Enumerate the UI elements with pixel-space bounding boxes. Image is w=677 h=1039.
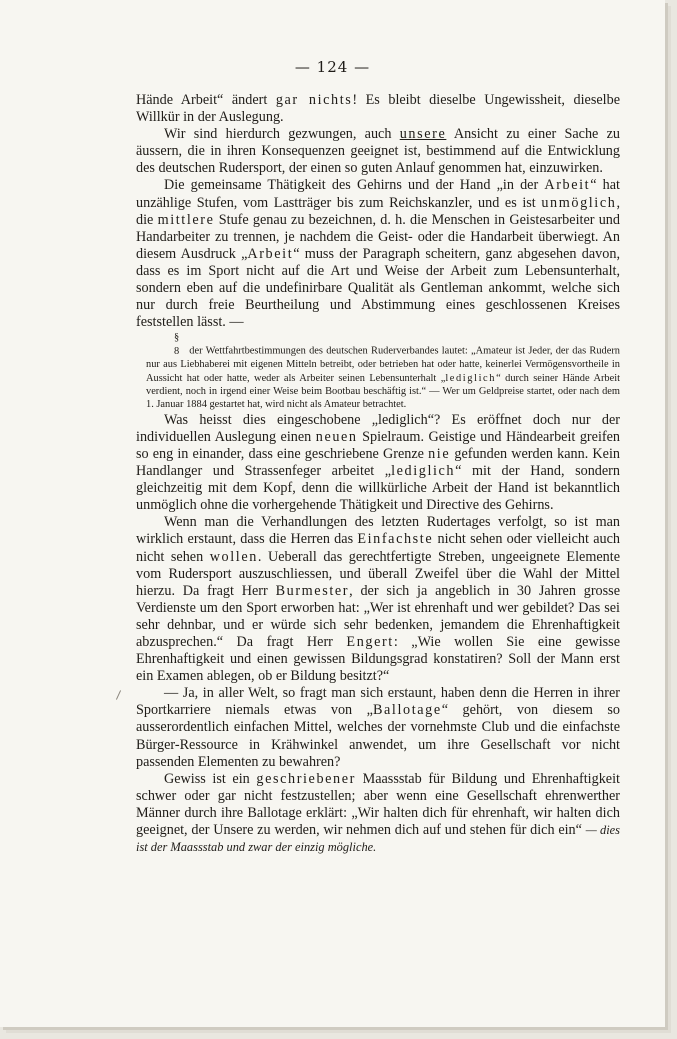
spaced-emphasis: lediglich bbox=[445, 372, 497, 384]
section-mark: § 8 bbox=[174, 332, 180, 357]
spaced-emphasis: gar nichts bbox=[275, 92, 353, 108]
text-run: “ muss der Paragraph scheitern, ganz abgesehen davon, dass es im Sport nicht auf die Art und Weise der Arbeit zum Lebensunterhalt, sondern eben auf die undefinirbare Qualität als Gentleman ankommt, welche sich nur durch freie Beurtheilung und Abstimmung eines geschlossenen Kreises feststellen lässt. — bbox=[136, 245, 620, 331]
spaced-emphasis: geschriebener bbox=[256, 770, 356, 787]
text-run: Wenn man die Verhandlungen des letzten Rudertages verfolgt, so ist man wirklich erstaunt, dass die Herren das bbox=[136, 514, 620, 548]
body-paragraph bbox=[136, 126, 620, 177]
text-run: nicht sehen oder vielleicht auch nicht sehen bbox=[136, 531, 620, 565]
text-run: “ durch seiner Hände Arbeit verdient, noch in irgend einer Weise beim Bootbau beschäftig ist.“ — Wer um Geldpreise startet, oder nach dem 1. Januar 1884 gestartet hat, wird nicht als Amateur betrachtet. bbox=[146, 372, 620, 411]
spaced-emphasis: Ballotage bbox=[372, 702, 442, 719]
spaced-emphasis: Einfachste bbox=[357, 531, 434, 548]
spaced-emphasis: nie bbox=[428, 445, 451, 462]
text-run: “ gehört, von diesem so ausserordentlich einfachen Mittel, welches der vornehmste Club und die einfachste Bürger-Ressource in Krähwinkel anwendet, um ihre Gesellschaft vor nicht passenden Elementen zu bewahren? bbox=[136, 702, 620, 770]
spaced-emphasis: unsere bbox=[399, 126, 447, 143]
text-run: Stufe genau zu bezeichnen, d. h. die Menschen in Geistesarbeiter und Handarbeiter zu trennen, je nachdem die Geist- oder die Handarbeit überwiegt. An diesem Ausdruck „ bbox=[136, 211, 620, 262]
text-run: Hände Arbeit“ ändert bbox=[136, 92, 276, 108]
spaced-emphasis: wollen bbox=[209, 548, 258, 565]
text-run: Ansicht zu einer Sache zu äussern, die in ihren Konsequenzen geeignet ist, bestimmend auf die Entwicklung des deutschen Rudersport, der einen so guten Anlauf genommen hat, einzuwirken. bbox=[136, 126, 620, 177]
spaced-emphasis: mittlere bbox=[157, 211, 215, 228]
text-run: der Wettfahrtbestimmungen des deutschen Ruderverbandes lautet: „Amateur ist Jeder, der das Rudern nur aus Liebhaberei mit eigenen Mitteln betreibt, oder betrieben hat oder hatte, keinerlei Vermögensvortheile in Aussicht hat oder hatte, weder als Arbeiter seinen Lebensunterhalt „ bbox=[146, 345, 620, 384]
text-run: Spielraum. Geistige und Händearbeit greifen so eng in einander, dass eine geschriebene Grenze bbox=[136, 428, 621, 462]
pencil-margin-mark bbox=[116, 690, 121, 699]
page-body-text bbox=[136, 92, 620, 856]
body-paragraph bbox=[136, 177, 620, 331]
spaced-emphasis: Engert bbox=[346, 633, 394, 650]
text-run: , die bbox=[136, 194, 620, 228]
text-run: Wir sind hierdurch gezwungen, auch bbox=[164, 126, 400, 143]
spaced-emphasis: Arbeit bbox=[544, 177, 591, 194]
text-run: Maassstab für Bildung und Ehrenhaftigkeit schwer oder gar nicht festzustellen; aber wenn eine Gesellschaft ehrenwerther Männer durch ihre Ballotage erklärt: „Wir halten dich für ehrenhaft, wir halten dich geeignet, der Unsere zu werden, wir nehmen dich auf und stehen für dich ein“ bbox=[136, 770, 620, 838]
spaced-emphasis: unmöglich bbox=[541, 194, 617, 211]
body-paragraph bbox=[136, 412, 620, 515]
text-run: , der sich ja angeblich in 30 Jahren grosse Verdienste um den Sport erworben hat: „Wer ist ehrenhaft und wer gebildet? Das sei sehr dehnbar, und er würde sich sehr bedenken, jemandem die Ehrenhaftigkeit abzusprechen.“ Da fragt Herr bbox=[136, 582, 620, 650]
italic-text: — dies ist der Maassstab und zwar der einzig mögliche. bbox=[136, 823, 621, 855]
text-run: Gewiss ist ein bbox=[164, 770, 257, 787]
spaced-emphasis: Burmester bbox=[275, 582, 350, 599]
text-run: ! Es bleibt dieselbe Ungewissheit, dieselbe Willkür in der Auslegung. bbox=[136, 92, 620, 126]
body-paragraph bbox=[136, 514, 620, 685]
page-number: — 124 — bbox=[294, 58, 371, 76]
text-run: Die gemeinsame Thätigkeit des Gehirns und der Hand „in der bbox=[164, 177, 545, 194]
text-run: — Ja, in aller Welt, so fragt man sich erstaunt, haben denn die Herren in ihrer Sportkarriere niemals etwas von „ bbox=[136, 685, 620, 719]
text-run: “ hat unzählige Stufen, vom Lastträger bis zum Reichskanzler, und es ist bbox=[136, 177, 620, 211]
text-run: . Ueberall das gerechtfertigte Streben, ungeeignete Elemente vom Rudersport auszuschliessen, und überall Zweifel über die Wahl der Mittel hierzu. Da fragt Herr bbox=[136, 548, 620, 599]
footnote-paragraph bbox=[136, 331, 620, 411]
body-paragraph bbox=[136, 685, 620, 770]
text-run: “ mit der Hand, sondern gleichzeitig mit dem Kopf, denn die willkürliche Arbeit der Hand ist bekanntlich unmöglich ohne die vorhergehende Thätigkeit und Directive des Gehirns. bbox=[136, 463, 621, 514]
spaced-emphasis: Arbeit bbox=[247, 245, 294, 262]
spaced-emphasis: neuen bbox=[315, 428, 358, 445]
body-paragraph bbox=[136, 771, 620, 856]
body-paragraph bbox=[136, 92, 620, 126]
text-run: Was heisst dies eingeschobene „lediglich“? Es eröffnet doch nur der individuellen Auslegung einen bbox=[136, 411, 620, 445]
spaced-emphasis: lediglich bbox=[391, 463, 456, 480]
text-run: gefunden werden kann. Kein Handlanger und Strassenfeger arbeitet „ bbox=[136, 445, 620, 480]
text-run: : „Wie wollen Sie eine gewisse Ehrenhaftigkeit und einen gewissen Bildungsgrad konstatiren? Soll der Mann erst ein Examen ablegen, ob er Bildung besitzt?“ bbox=[136, 633, 620, 685]
